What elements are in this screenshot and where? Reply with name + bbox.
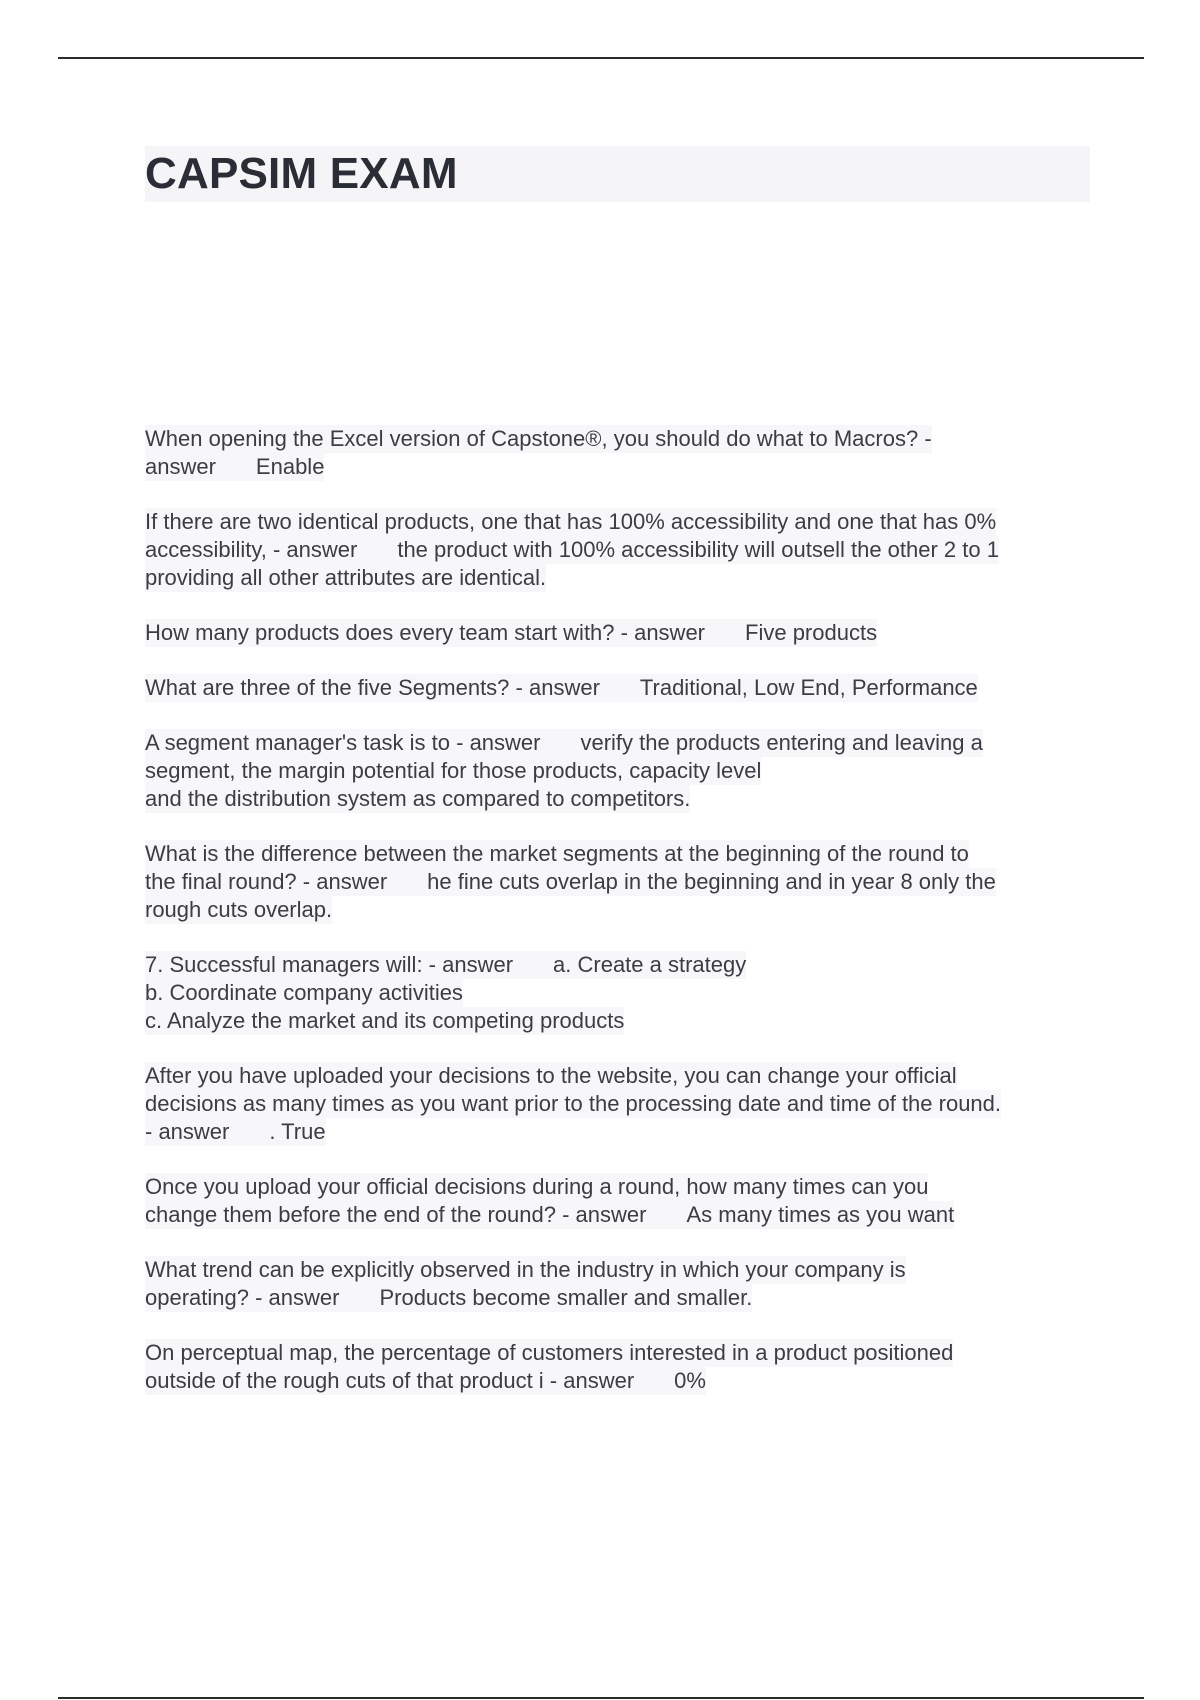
answer-text: he fine cuts overlap in the beginning and in year 8 only the: [427, 869, 996, 894]
qa-item: [145, 1062, 1090, 1146]
answer-text: . True: [269, 1119, 326, 1144]
question-text: When opening the Excel version of Capstone®, you should do what to Macros? -: [145, 426, 932, 451]
question-text: decisions as many times as you want prior to the processing date and time of the round.: [145, 1091, 1002, 1116]
question-text: A segment manager's task is to - answer: [145, 730, 541, 755]
question-line: [145, 508, 996, 536]
answer-line: [145, 868, 996, 896]
question-line: [145, 951, 746, 979]
answer-line: [145, 896, 332, 924]
answer-text: Five products: [745, 620, 878, 645]
question-line: [145, 425, 932, 453]
question-text: What is the difference between the market segments at the beginning of the round to: [145, 841, 969, 866]
qa-item: [145, 425, 1090, 481]
question-text: What are three of the five Segments? - answer: [145, 675, 600, 700]
qa-item: [145, 619, 1090, 647]
qa-list: [145, 425, 1090, 1422]
qa-item: [145, 729, 1090, 813]
question-line: [145, 619, 877, 647]
answer-text: Enable: [255, 454, 325, 479]
answer-line: [145, 1007, 624, 1035]
answer-line: [145, 785, 690, 813]
answer-text: the product with 100% accessibility will outsell the other 2 to 1: [397, 537, 999, 562]
answer-text: segment, the margin potential for those products, capacity level: [145, 758, 762, 783]
answer-line: [145, 564, 546, 592]
qa-item: [145, 1256, 1090, 1312]
qa-item: [145, 674, 1090, 702]
question-text: How many products does every team start with? - answer: [145, 620, 706, 645]
question-text: After you have uploaded your decisions to the website, you can change your official: [145, 1063, 957, 1088]
question-text: What trend can be explicitly observed in the industry in which your company is: [145, 1257, 906, 1282]
answer-text: As many times as you want: [686, 1202, 955, 1227]
answer-line: [145, 1367, 706, 1395]
answer-text: 0%: [674, 1368, 706, 1393]
document-title: CAPSIM EXAM: [145, 149, 458, 198]
question-line: [145, 840, 969, 868]
qa-item: [145, 951, 1090, 1035]
question-text: accessibility, - answer: [145, 537, 358, 562]
answer-line: [145, 1118, 326, 1146]
answer-text: providing all other attributes are identical.: [145, 565, 547, 590]
question-line: [145, 1062, 957, 1090]
answer-text: Traditional, Low End, Performance: [639, 675, 978, 700]
answer-text: and the distribution system as compared to competitors.: [145, 786, 691, 811]
qa-item: [145, 840, 1090, 924]
qa-item: [145, 1339, 1090, 1395]
question-line: [145, 1090, 1001, 1118]
answer-text: rough cuts overlap.: [145, 897, 333, 922]
question-line: [145, 1339, 953, 1367]
answer-line: [145, 536, 999, 564]
answer-text: b. Coordinate company activities: [145, 980, 463, 1005]
question-text: On perceptual map, the percentage of customers interested in a product positioned: [145, 1340, 954, 1365]
qa-item: [145, 508, 1090, 592]
question-text: Once you upload your official decisions during a round, how many times can you: [145, 1174, 929, 1199]
top-rule: [58, 57, 1144, 59]
answer-line: [145, 979, 463, 1007]
question-line: [145, 1256, 906, 1284]
answer-marker: answer: [145, 454, 216, 479]
question-line: [145, 674, 978, 702]
answer-text: a. Create a strategy: [553, 952, 747, 977]
question-line: [145, 729, 983, 757]
answer-line: [145, 757, 761, 785]
question-text: 7. Successful managers will: - answer: [145, 952, 514, 977]
question-text: outside of the rough cuts of that product i - answer: [145, 1368, 635, 1393]
answer-line: [145, 1284, 752, 1312]
answer-line: [145, 453, 324, 481]
question-text: operating? - answer: [145, 1285, 340, 1310]
qa-item: [145, 1173, 1090, 1229]
bottom-rule: [58, 1697, 1144, 1699]
answer-text: verify the products entering and leaving a: [580, 730, 983, 755]
question-text: If there are two identical products, one that has 100% accessibility and one that has 0%: [145, 509, 997, 534]
question-line: [145, 1173, 928, 1201]
answer-text: Products become smaller and smaller.: [379, 1285, 753, 1310]
answer-line: [145, 1201, 954, 1229]
question-text: the final round? - answer: [145, 869, 388, 894]
question-text: change them before the end of the round? - answer: [145, 1202, 647, 1227]
answer-marker: - answer: [145, 1119, 230, 1144]
answer-text: c. Analyze the market and its competing products: [145, 1008, 625, 1033]
